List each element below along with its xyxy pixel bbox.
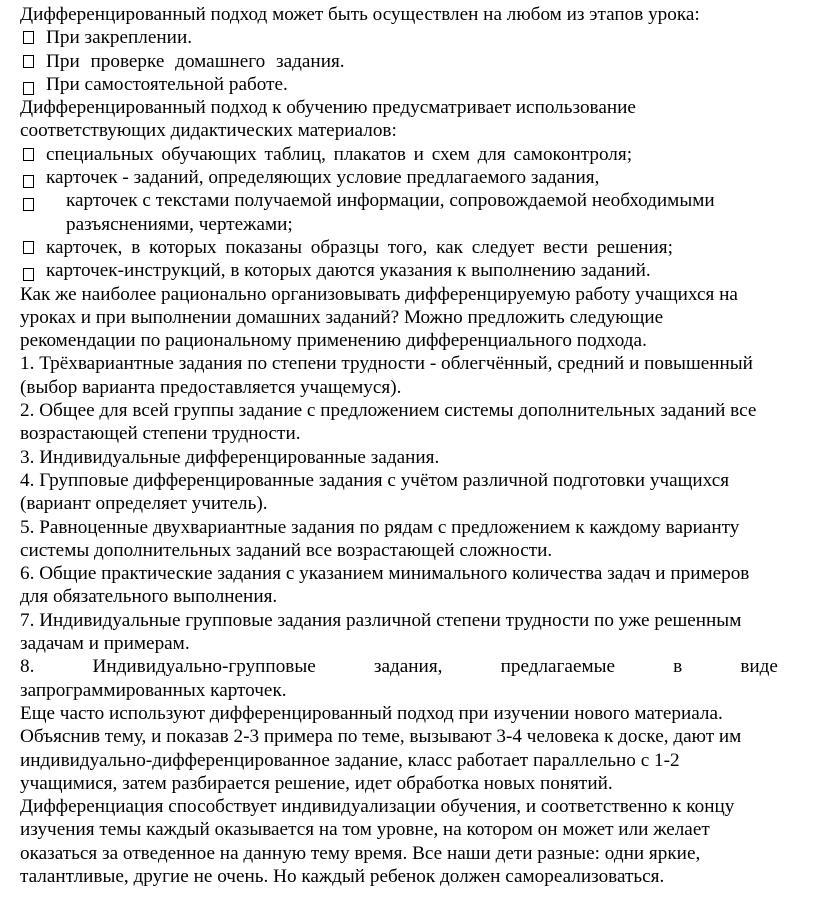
recommendation-item: 5. Равноценные двухвариантные задания по рядам с предложением к каждому варианту системы дополнительных заданий все возрастающей сложности. xyxy=(20,516,740,561)
recommendation-item: 1. Трёхвариантные задания по степени трудности - облегчённый, средний и повышенный (выбор варианта предоставляется учащемуся). xyxy=(20,353,753,398)
checkbox-bullet-icon xyxy=(23,241,34,254)
list-item-text: При закреплении. xyxy=(46,27,193,49)
list-item-text: При самостоятельной работе. xyxy=(46,73,288,95)
list-item xyxy=(20,166,778,189)
rec8-word: задания, xyxy=(373,656,443,678)
recommendation-item: 4. Групповые дифференцированные задания с учётом различной подготовки учащихся (вариант определяет учитель). xyxy=(20,469,730,515)
materials-intro-paragraph: Дифференцированный подход к обучению предусматривает использование соответствующих дидактических материалов: xyxy=(20,97,636,142)
recommendations-list xyxy=(20,352,778,701)
checkbox-bullet-icon xyxy=(23,198,34,211)
list-item-text: При проверке домашнего задания. xyxy=(46,50,345,72)
checkbox-bullet-icon xyxy=(23,175,34,188)
recommendation-item: 6. Общие практические задания с указанием минимального количества задач и примеров для обязательного выполнения. xyxy=(20,563,750,608)
recommendation-item-8 xyxy=(20,655,778,702)
list-item-text: карточек - заданий, определяющих условие предлагаемого задания, xyxy=(46,167,600,189)
rec8-word: 8. xyxy=(20,656,35,678)
list-item-text: специальных обучающих таблиц, плакатов и схем для самоконтроля; xyxy=(46,143,633,165)
rec8-word: предлагаемые xyxy=(500,656,616,678)
intro-paragraph: Дифференцированный подход может быть осуществлен на любом из этапов урока: xyxy=(20,4,700,25)
list-item xyxy=(20,143,778,166)
rec8-word: в xyxy=(673,656,683,678)
list-item xyxy=(20,236,778,259)
list-item xyxy=(20,50,778,73)
rec8-word: Индивидуально-групповые xyxy=(92,656,316,678)
checkbox-bullet-icon xyxy=(23,268,34,281)
stages-list xyxy=(20,26,778,96)
list-item-text: карточек с текстами получаемой информации, сопровождаемой необходимыми разъяснениями, чертежами; xyxy=(66,190,715,235)
new-material-paragraph: Еще часто используют дифференцированный подход при изучении нового материала. Объяснив тему, и показав 2-3 примера по теме, вызывают 3-4 человека к доске, дают им индивидуально-дифференцированное задание, класс работает параллельно с 1-2 учащимися, затем разбирается решение, идет обработка новых понятий. xyxy=(20,702,742,794)
question-paragraph: Как же наиболее рационально организовывать дифференцируемую работу учащихся на уроках и при выполнении домашних заданий? Можно предложить следующие рекомендации по рациональному применению дифференциального подхода. xyxy=(20,283,738,352)
materials-list xyxy=(20,143,778,283)
recommendation-8-rest: запрограммированных карточек. xyxy=(20,679,287,701)
list-item-text: карточек, в которых показаны образцы того, как следует вести решения; xyxy=(46,236,673,258)
list-item-text: карточек-инструкций, в которых даются указания к выполнению заданий. xyxy=(46,260,651,282)
checkbox-bullet-icon xyxy=(23,31,34,44)
document-page xyxy=(20,3,778,888)
checkbox-bullet-icon xyxy=(23,55,34,68)
list-item xyxy=(20,26,778,49)
list-item xyxy=(20,189,778,236)
recommendation-8-first-line xyxy=(20,655,778,678)
recommendation-item: 3. Индивидуальные дифференцированные задания. xyxy=(20,446,440,468)
conclusion-paragraph: Дифференциация способствует индивидуализации обучения, и соответственно к концу изучения темы каждый оказывается на том уровне, на котором он может или желает оказаться за отведенное на данную тему время. Все наши дети разные: одни яркие, талантливые, другие не очень. Но каждый ребенок должен самореализоваться. xyxy=(20,796,735,887)
list-item xyxy=(20,259,778,282)
recommendation-item: 7. Индивидуальные групповые задания различной степени трудности по уже решенным задачам и примерам. xyxy=(20,609,742,655)
rec8-word: виде xyxy=(740,656,778,678)
checkbox-bullet-icon xyxy=(23,148,34,161)
recommendation-item: 2. Общее для всей группы задание с предложением системы дополнительных заданий все возрастающей степени трудности. xyxy=(20,400,757,445)
list-item xyxy=(20,73,778,96)
checkbox-bullet-icon xyxy=(23,82,34,95)
